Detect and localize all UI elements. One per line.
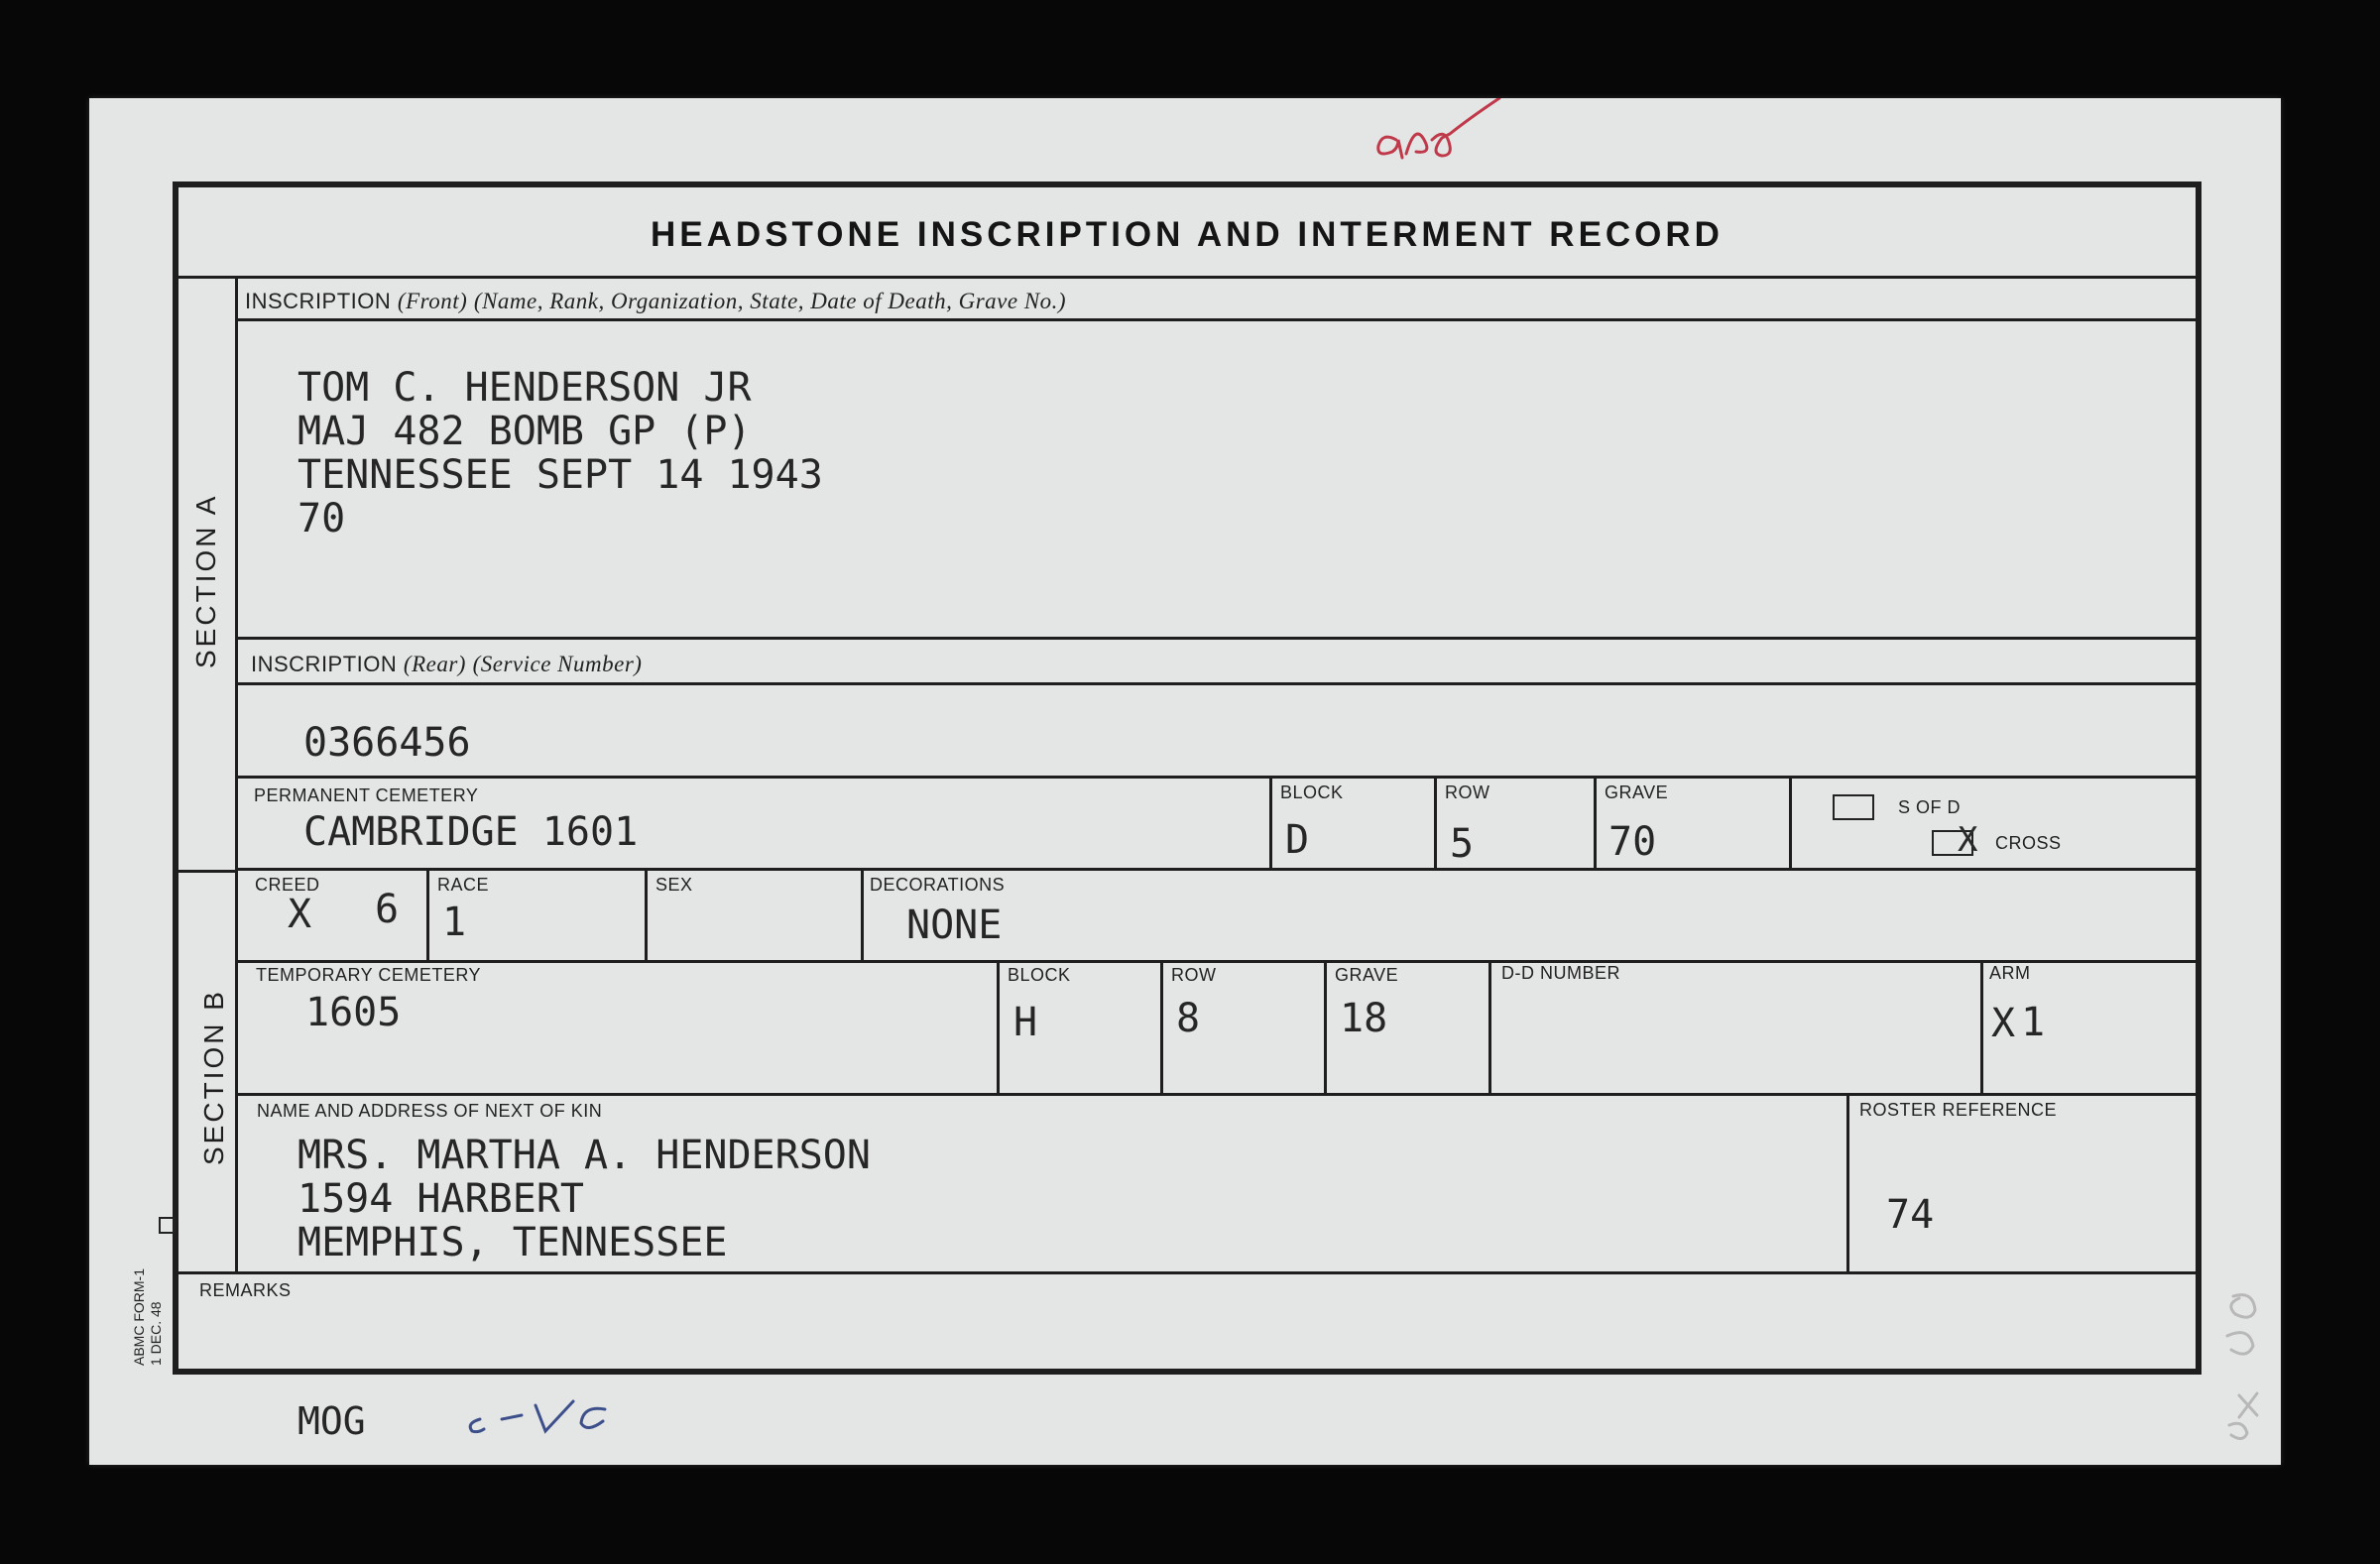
race-divider — [426, 868, 429, 963]
temp-grave-label: GRAVE — [1335, 965, 1399, 985]
kin-line-name: MRS. MARTHA A. HENDERSON — [298, 1133, 871, 1178]
arm-label: ARM — [1989, 963, 2031, 983]
front-label-rule — [236, 318, 2196, 321]
dd-number-label: D-D NUMBER — [1501, 963, 1620, 983]
frame-bottom — [173, 1369, 2202, 1375]
roster-reference-label: ROSTER REFERENCE — [1859, 1100, 2058, 1120]
kin-row-top — [236, 1093, 2199, 1096]
perm-grave-value: 70 — [1608, 819, 1657, 865]
kin-line-city: MEMPHIS, TENNESSEE — [298, 1220, 728, 1265]
section-b-label: SECTION B — [198, 989, 229, 1165]
inscription-front-text — [298, 366, 823, 541]
roster-divider — [1846, 1093, 1849, 1273]
front-line-grave: 70 — [298, 496, 346, 541]
sex-divider — [645, 868, 648, 963]
red-pencil-initials — [1367, 98, 1565, 178]
temp-block-label: BLOCK — [1008, 965, 1071, 985]
form-title: HEADSTONE INSCRIPTION AND INTERMENT RECORD — [651, 215, 1724, 254]
section-a-b-divider — [173, 870, 236, 873]
s-of-d-label: S OF D — [1898, 797, 1962, 817]
race-label: RACE — [437, 875, 490, 895]
perm-row-value: 5 — [1450, 821, 1475, 867]
perm-grave-label: GRAVE — [1605, 782, 1669, 802]
perm-block-label: BLOCK — [1280, 782, 1344, 802]
blue-pencil-mark — [456, 1387, 625, 1447]
s-of-d-checkbox[interactable] — [1833, 794, 1874, 820]
perm-grave-divider — [1594, 776, 1597, 871]
form-corner-box — [159, 1217, 176, 1234]
corner-pencil-mark — [2209, 1276, 2279, 1455]
section-column-divider — [235, 278, 238, 1271]
permanent-row-top — [236, 776, 2196, 779]
creed-row-top — [236, 868, 2196, 871]
form-number: ABMC FORM-1 1 DEC. 48 — [131, 1268, 164, 1366]
rear-top-rule — [236, 637, 2196, 640]
front-line-rank-unit: MAJ 482 BOMB GP (P) — [298, 409, 752, 454]
sex-label: SEX — [655, 875, 693, 895]
decorations-label: DECORATIONS — [870, 875, 1006, 895]
arm-strikeout-mark: X — [1991, 1001, 2016, 1046]
perm-block-value: D — [1285, 817, 1310, 863]
perm-row-label: ROW — [1445, 782, 1490, 802]
perm-marker-divider — [1789, 776, 1792, 871]
decorations-value: NONE — [906, 902, 1003, 948]
temp-block-divider — [997, 960, 1000, 1096]
footer-stamp: MOG — [298, 1399, 366, 1443]
inscription-rear-label: INSCRIPTION (Rear) (Service Number) — [251, 652, 643, 676]
temporary-row-top — [236, 960, 2199, 963]
temp-grave-divider — [1324, 960, 1327, 1096]
temporary-cemetery-value: 1605 — [305, 990, 402, 1035]
next-of-kin-text — [298, 1134, 871, 1264]
race-value: 1 — [442, 900, 467, 945]
creed-strikeout-mark: X — [288, 892, 312, 937]
creed-label: CREED — [255, 875, 320, 895]
permanent-cemetery-value: CAMBRIDGE 1601 — [303, 809, 639, 855]
frame-right — [2196, 181, 2202, 1372]
dd-number-divider — [1488, 960, 1491, 1096]
arm-value: 1 — [2021, 1000, 2046, 1045]
remarks-top — [173, 1271, 2199, 1274]
record-card — [89, 98, 2281, 1465]
kin-line-street: 1594 HARBERT — [298, 1176, 584, 1222]
service-number: 0366456 — [303, 720, 471, 766]
front-line-state-date: TENNESSEE SEPT 14 1943 — [298, 452, 823, 498]
perm-row-divider — [1434, 776, 1437, 871]
remarks-label: REMARKS — [199, 1280, 292, 1300]
temp-row-divider — [1160, 960, 1163, 1096]
temp-row-label: ROW — [1171, 965, 1217, 985]
title-rule — [173, 276, 2196, 279]
frame-top — [173, 181, 2196, 187]
temp-grave-value: 18 — [1340, 996, 1388, 1041]
cross-check-mark: X — [1958, 820, 1978, 860]
temp-row-value: 8 — [1176, 996, 1201, 1041]
section-a-label: SECTION A — [190, 493, 221, 668]
arm-divider — [1980, 960, 1983, 1096]
front-line-name: TOM C. HENDERSON JR — [298, 365, 752, 411]
decorations-divider — [861, 868, 864, 963]
next-of-kin-label: NAME AND ADDRESS OF NEXT OF KIN — [257, 1101, 603, 1121]
permanent-cemetery-label: PERMANENT CEMETERY — [254, 785, 479, 805]
perm-block-divider — [1269, 776, 1272, 871]
temporary-cemetery-label: TEMPORARY CEMETERY — [256, 965, 482, 985]
inscription-front-label: INSCRIPTION (Front) (Name, Rank, Organization, State, Date of Death, Grave No.) — [245, 289, 1067, 313]
frame-left — [173, 181, 178, 1372]
cross-label: CROSS — [1995, 833, 2062, 853]
creed-value: 6 — [375, 887, 400, 932]
roster-reference-value: 74 — [1886, 1192, 1935, 1238]
temp-block-value: H — [1013, 1000, 1038, 1045]
rear-label-rule — [236, 682, 2196, 685]
